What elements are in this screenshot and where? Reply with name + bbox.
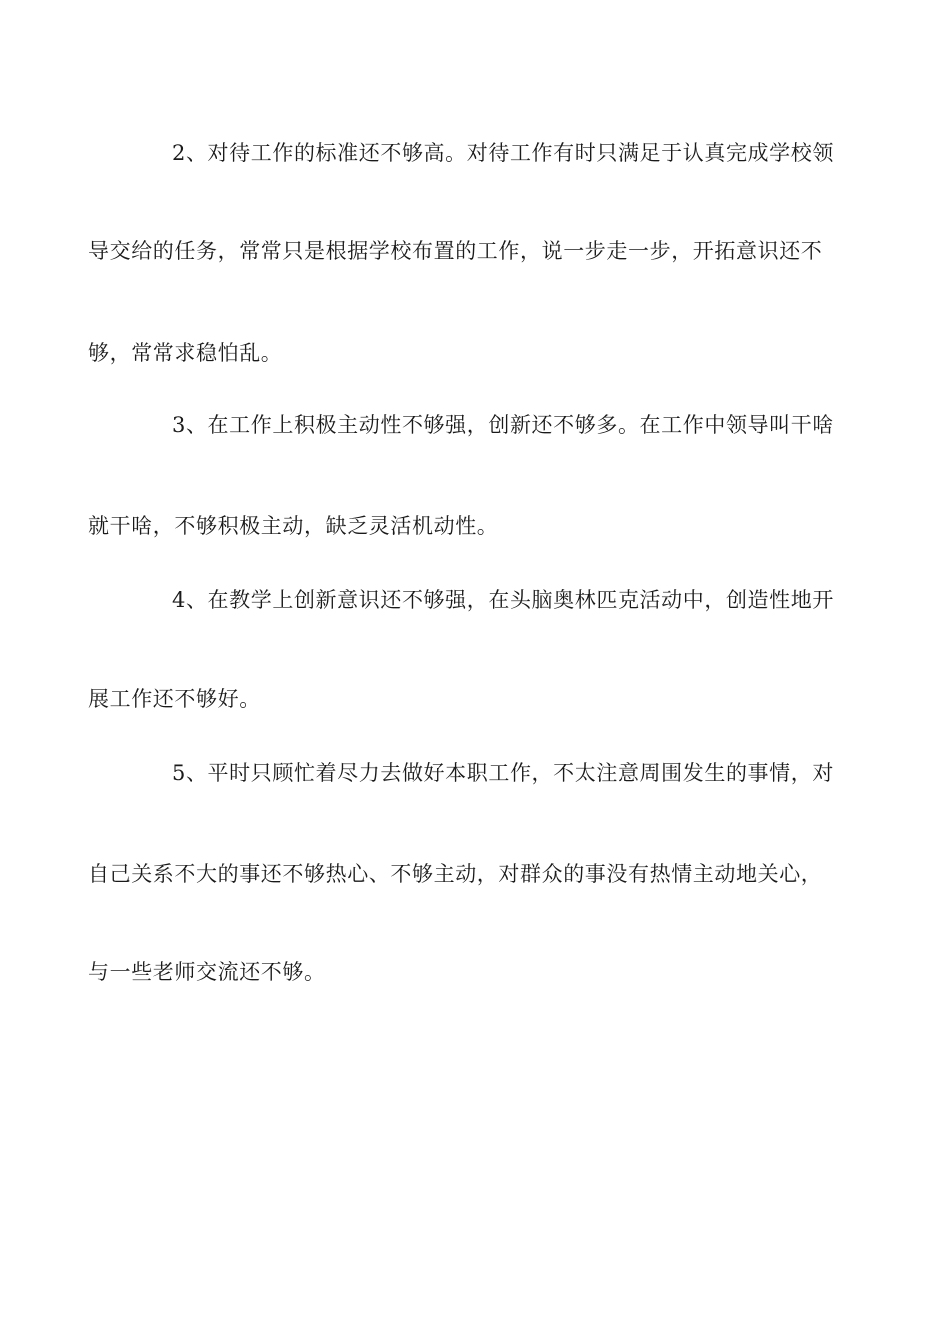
paragraph-line: 展工作还不够好。 bbox=[88, 687, 261, 711]
paragraph-line: 够，常常求稳怕乱。 bbox=[88, 341, 283, 365]
paragraph-line: 5、平时只顾忙着尽力去做好本职工作，不太注意周围发生的事情，对 bbox=[172, 761, 834, 785]
paragraph-line: 4、在教学上创新意识还不够强，在头脑奥林匹克活动中，创造性地开 bbox=[172, 588, 834, 612]
paragraph-line: 3、在工作上积极主动性不够强，创新还不够多。在工作中领导叫干啥 bbox=[172, 413, 834, 437]
paragraph-line: 与一些老师交流还不够。 bbox=[88, 960, 326, 984]
paragraph-line: 就干啥，不够积极主动，缺乏灵活机动性。 bbox=[88, 514, 499, 538]
paragraph-line: 2、对待工作的标准还不够高。对待工作有时只满足于认真完成学校领 bbox=[172, 141, 834, 165]
paragraph-line: 自己关系不大的事还不够热心、不够主动，对群众的事没有热情主动地关心， bbox=[88, 862, 823, 886]
paragraph-line: 导交给的任务，常常只是根据学校布置的工作，说一步走一步，开拓意识还不 bbox=[88, 239, 823, 263]
